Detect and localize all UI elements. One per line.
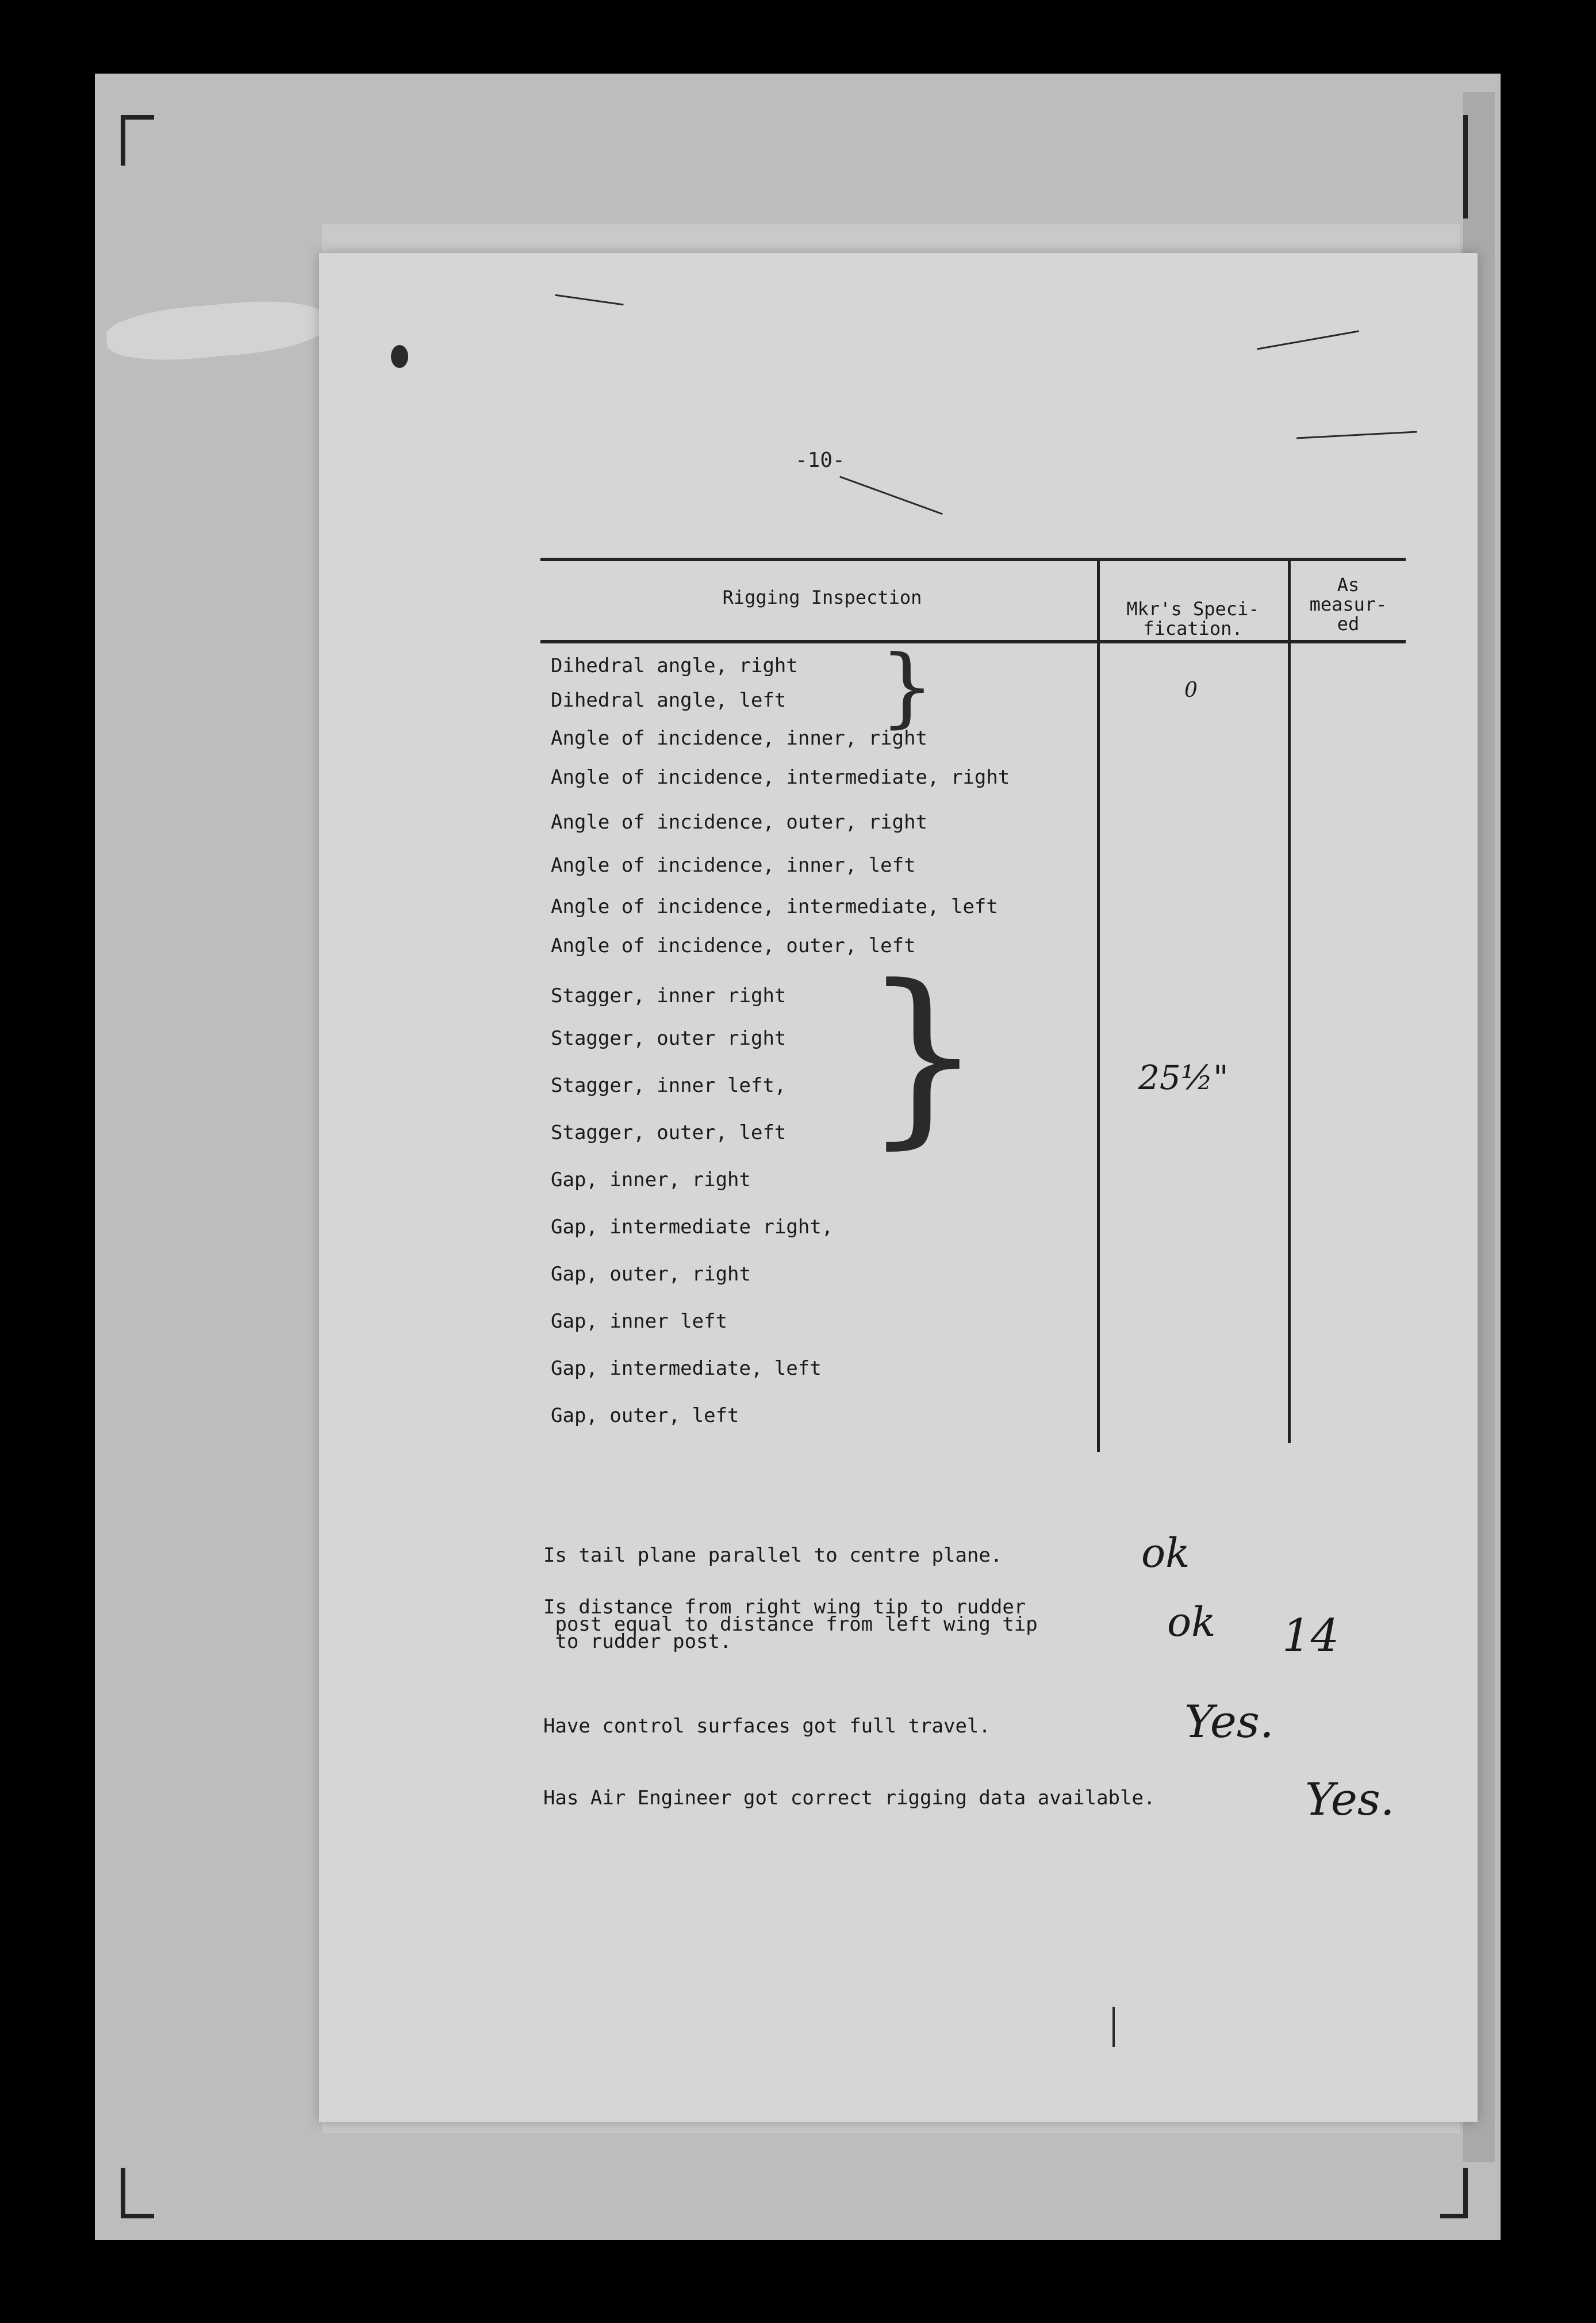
table-row: Angle of incidence, intermediate, right [551,766,1010,789]
header-as-measured: As measur- ed [1309,574,1387,635]
table-row: Gap, inner left [551,1310,728,1333]
bracket-dihedral: } [880,637,935,737]
answer-wing-tip-distance: ok [1167,1598,1216,1646]
rigging-table [540,558,1406,1455]
table-row: Stagger, outer right [551,1027,787,1050]
table-row: Gap, outer, right [551,1263,751,1286]
question-tail-plane: Is tail plane parallel to centre plane. [543,1544,1003,1567]
stray-mark [1112,2007,1115,2047]
header-rigging-inspection: Rigging Inspection [722,586,922,608]
table-row: Stagger, inner left, [551,1074,787,1097]
question-wing-tip-distance: Is distance from right wing tip to rudder post equal to distance from left wing tip to rudder post. [543,1596,1038,1653]
ink-blot [391,345,408,368]
table-row: Dihedral angle, left [551,689,787,712]
bracket-stagger: } [862,945,983,1166]
table-top-rule [540,558,1406,561]
table-row: Gap, outer, left [551,1404,739,1427]
crop-mark-bottom-left [121,2168,154,2218]
stray-mark [1296,431,1417,439]
table-row: Gap, inner, right [551,1168,751,1191]
header-specification: Mkr's Speci- fication. [1126,598,1260,639]
stray-mark [555,294,623,306]
table-row: Stagger, outer, left [551,1121,787,1144]
table-column-rule [1097,558,1100,1452]
answer-control-surfaces: Yes. [1184,1696,1274,1748]
spec-dihedral-value: 0 [1184,678,1198,702]
answer-rigging-data: Yes. [1305,1774,1395,1826]
table-row: Angle of incidence, inner, right [551,727,928,750]
stray-mark [839,476,943,515]
annotation-14: 14 [1282,1610,1340,1662]
question-control-surfaces: Have control surfaces got full travel. [543,1715,991,1738]
stray-mark [1257,330,1359,350]
table-row: Gap, intermediate, left [551,1357,822,1380]
table-column-rule [1288,558,1291,1443]
table-header-rule [540,640,1406,643]
table-row: Dihedral angle, right [551,654,798,677]
crop-mark-top-right [1440,115,1468,218]
table-row: Angle of incidence, intermediate, left [551,895,998,918]
table-row: Angle of incidence, inner, left [551,854,916,877]
table-row: Angle of incidence, outer, left [551,934,916,957]
table-row: Gap, intermediate right, [551,1216,834,1239]
page-number: -10- [795,448,845,472]
question-rigging-data: Has Air Engineer got correct rigging data available. [543,1787,1156,1810]
spec-stagger-value: 25½" [1138,1058,1229,1097]
crop-mark-bottom-right [1440,2168,1468,2218]
crop-mark-top-left [121,115,154,166]
table-row: Angle of incidence, outer, right [551,811,928,834]
answer-tail-plane: ok [1141,1529,1190,1577]
table-row: Stagger, inner right [551,984,787,1007]
